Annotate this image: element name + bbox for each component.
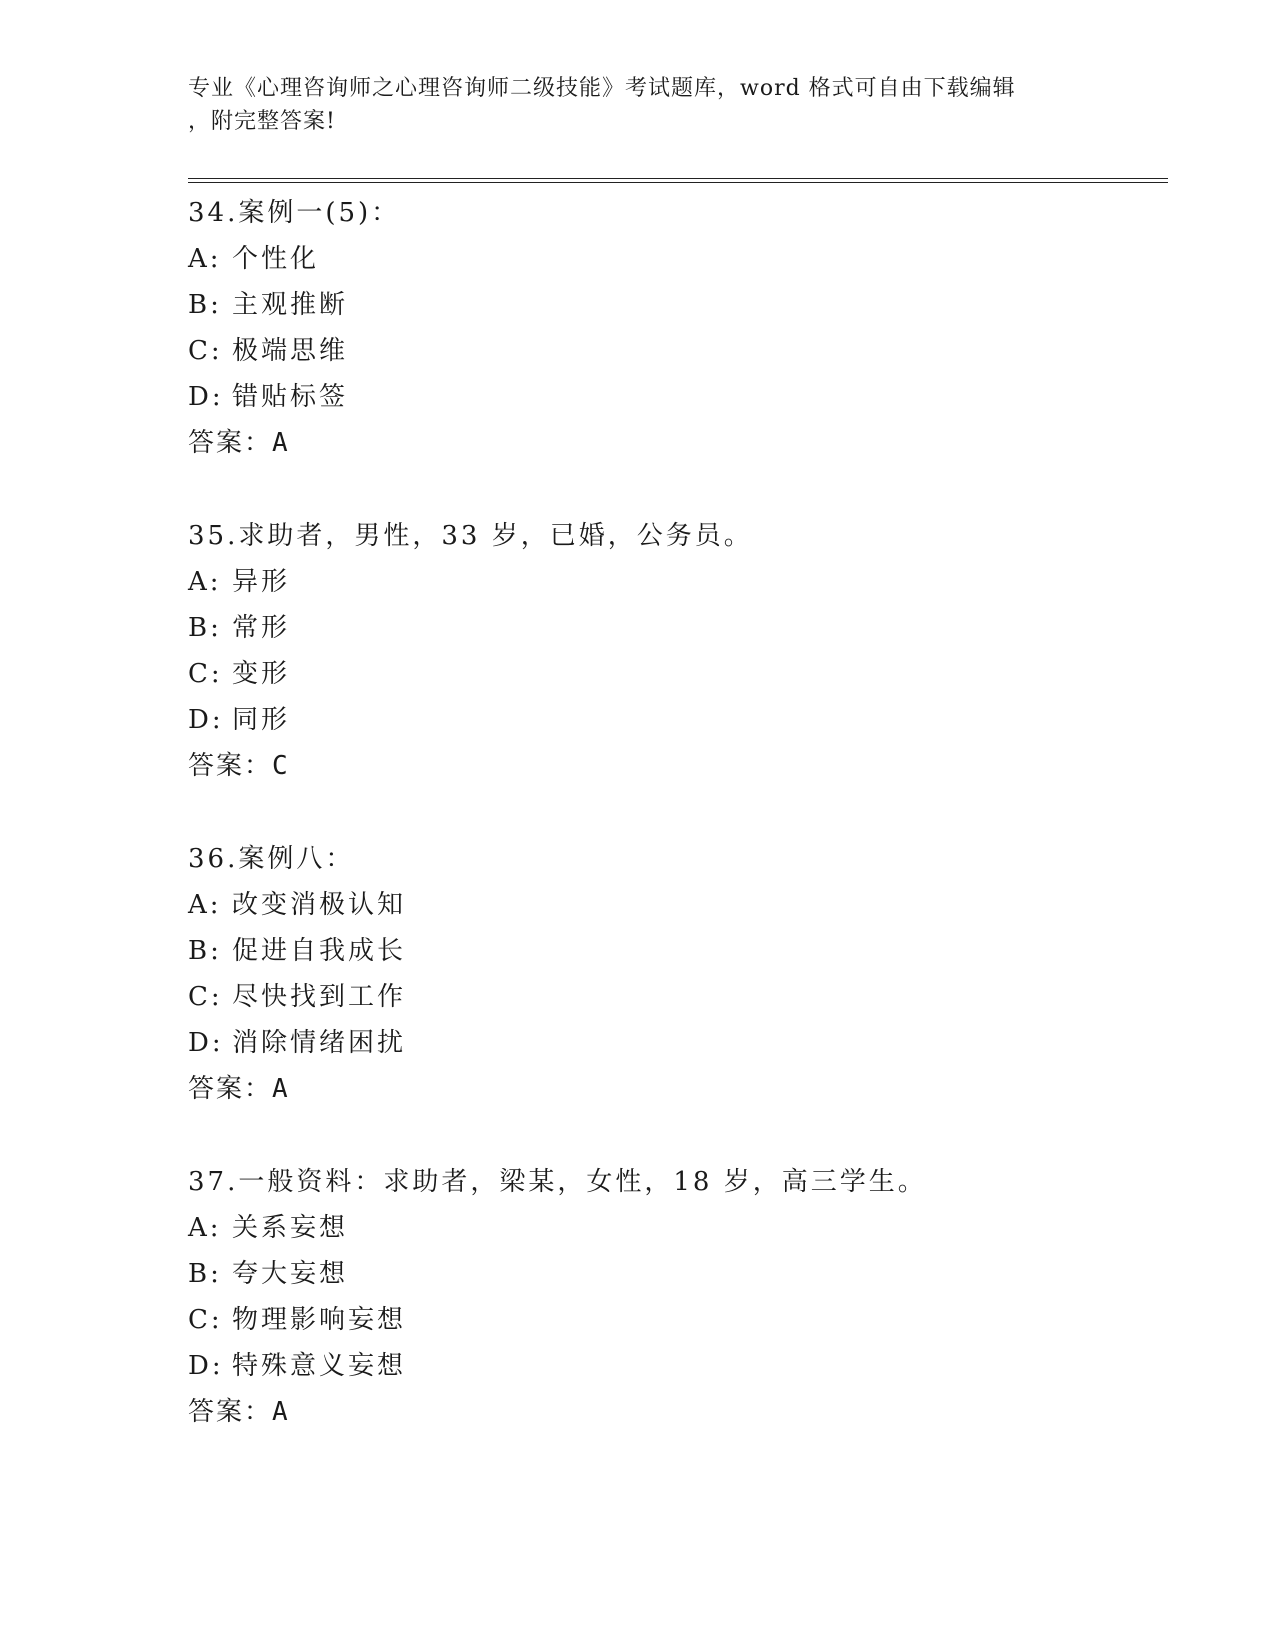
question-35: [188, 513, 1168, 789]
answer-label: 答案：: [188, 1397, 273, 1427]
option-text: 物理影响妄想: [232, 1305, 407, 1335]
option-d: [188, 697, 1168, 743]
option-letter: D:: [188, 1028, 224, 1058]
answer-value: A: [272, 1397, 290, 1427]
option-text: 促进自我成长: [232, 936, 407, 966]
option-letter: D:: [188, 382, 224, 412]
option-d: [188, 1020, 1168, 1066]
option-text: 消除情绪困扰: [232, 1028, 407, 1058]
answer-label: 答案：: [188, 1074, 273, 1104]
option-letter: B:: [188, 613, 222, 643]
answer-value: A: [272, 1074, 290, 1104]
option-letter: D:: [188, 705, 224, 735]
option-d: [188, 1343, 1168, 1389]
question-stem: 37.一般资料：求助者，梁某，女性，18 岁，高三学生。: [188, 1167, 927, 1197]
question-stem: 35.求助者，男性，33 岁，已婚，公务员。: [188, 521, 753, 551]
answer-label: 答案：: [188, 428, 273, 458]
option-letter: C:: [188, 336, 223, 366]
option-a: [188, 559, 1168, 605]
option-letter: D:: [188, 1351, 224, 1381]
question-37: [188, 1159, 1168, 1435]
option-c: [188, 328, 1168, 374]
option-text: 常形: [232, 613, 291, 643]
answer-value: A: [272, 428, 290, 458]
option-c: [188, 974, 1168, 1020]
option-a: [188, 236, 1168, 282]
question-stem: 36.案例八：: [188, 844, 355, 874]
header-divider-top: [188, 178, 1168, 179]
option-text: 夸大妄想: [232, 1259, 349, 1289]
option-letter: B:: [188, 936, 222, 966]
option-letter: B:: [188, 290, 222, 320]
option-text: 错贴标签: [232, 382, 349, 412]
option-letter: B:: [188, 1259, 222, 1289]
header-line-2: ，附完整答案!: [188, 109, 336, 134]
question-34: [188, 190, 1168, 466]
option-b: [188, 605, 1168, 651]
option-letter: C:: [188, 1305, 223, 1335]
option-text: 关系妄想: [232, 1213, 349, 1243]
document-header: [188, 72, 1088, 138]
option-letter: A:: [188, 890, 222, 920]
header-line-1: 专业《心理咨询师之心理咨询师二级技能》考试题库，word 格式可自由下载编辑: [188, 76, 1016, 101]
answer-value: C: [272, 751, 290, 781]
question-stem: 34.案例一(5)：: [188, 198, 401, 228]
header-divider-bottom: [188, 182, 1168, 183]
option-a: [188, 1205, 1168, 1251]
option-text: 主观推断: [232, 290, 349, 320]
question-list: [188, 190, 1168, 1482]
option-c: [188, 651, 1168, 697]
answer-line: [188, 1066, 1168, 1112]
option-c: [188, 1297, 1168, 1343]
option-text: 尽快找到工作: [232, 982, 407, 1012]
option-b: [188, 1251, 1168, 1297]
option-letter: C:: [188, 659, 223, 689]
option-b: [188, 282, 1168, 328]
option-text: 特殊意义妄想: [232, 1351, 407, 1381]
option-letter: A:: [188, 567, 222, 597]
option-letter: A:: [188, 244, 222, 274]
option-text: 异形: [232, 567, 291, 597]
option-letter: C:: [188, 982, 223, 1012]
option-letter: A:: [188, 1213, 222, 1243]
option-b: [188, 928, 1168, 974]
answer-line: [188, 420, 1168, 466]
option-text: 极端思维: [232, 336, 349, 366]
option-text: 个性化: [232, 244, 320, 274]
option-a: [188, 882, 1168, 928]
answer-label: 答案：: [188, 751, 273, 781]
question-36: [188, 836, 1168, 1112]
answer-line: [188, 743, 1168, 789]
answer-line: [188, 1389, 1168, 1435]
option-text: 变形: [232, 659, 291, 689]
option-d: [188, 374, 1168, 420]
option-text: 同形: [232, 705, 291, 735]
option-text: 改变消极认知: [232, 890, 407, 920]
